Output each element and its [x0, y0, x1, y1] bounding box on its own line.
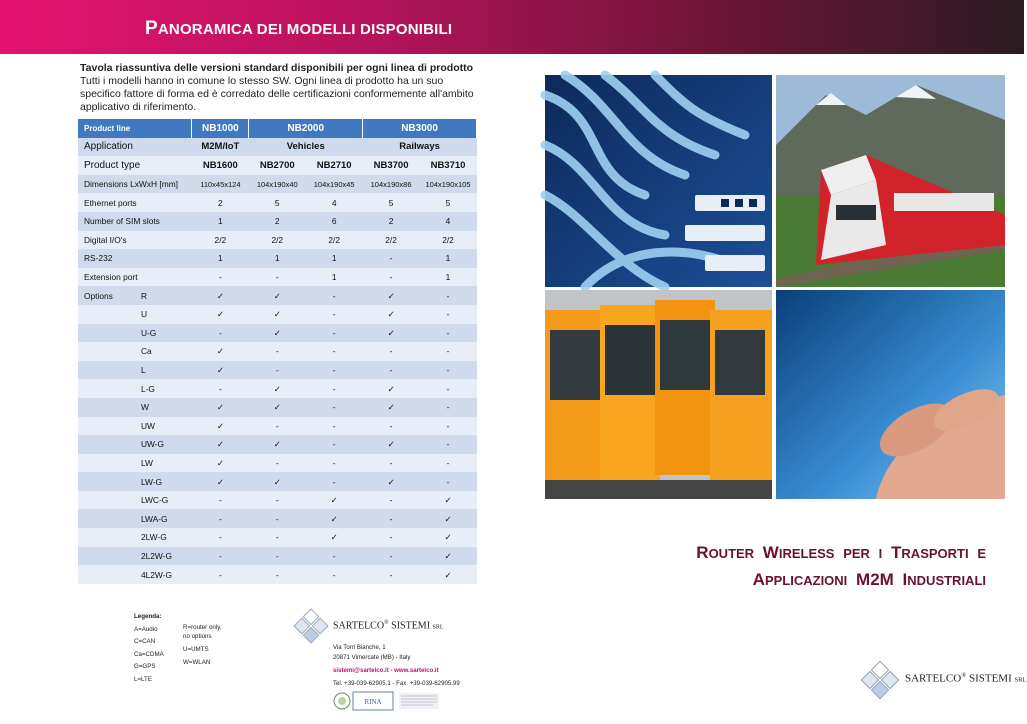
dimensions-cell: 104x190x40 [249, 175, 306, 194]
option-cell: - [363, 491, 420, 510]
option-code: LWA-G [135, 509, 192, 528]
table-cell: 5 [420, 193, 477, 212]
options-spacer [78, 435, 135, 454]
option-cell: - [306, 547, 363, 566]
option-row [78, 547, 477, 566]
line-nb3000: NB3000 [363, 119, 477, 138]
option-code: U [135, 305, 192, 324]
application-label: Application [78, 138, 192, 157]
touchscreen-photo [776, 290, 1005, 499]
option-cell: - [420, 324, 477, 343]
option-cell: - [363, 565, 420, 584]
option-cell: ✓ [192, 472, 249, 491]
option-row [78, 398, 477, 417]
option-code: LW [135, 454, 192, 473]
option-cell: ✓ [192, 417, 249, 436]
option-code: UW-G [135, 435, 192, 454]
option-cell: - [306, 324, 363, 343]
option-cell: ✓ [420, 547, 477, 566]
option-code: 2L2W-G [135, 547, 192, 566]
option-cell: - [420, 379, 477, 398]
table-cell: 5 [363, 193, 420, 212]
option-cell: - [192, 324, 249, 343]
option-cell: - [192, 565, 249, 584]
product-type-cell: NB3710 [420, 156, 477, 175]
table-row [78, 231, 477, 250]
options-spacer [78, 528, 135, 547]
table-cell: 4 [306, 193, 363, 212]
option-code: LW-G [135, 472, 192, 491]
dimensions-cell: 110x45x124 [192, 175, 249, 194]
product-type-cell: NB2700 [249, 156, 306, 175]
option-code: UW [135, 417, 192, 436]
option-code: 4L2W-G [135, 565, 192, 584]
page-title: PANORAMICA DEI MODELLI DISPONIBILI [145, 18, 453, 39]
option-cell: ✓ [363, 435, 420, 454]
legend-item: L=LTE [134, 675, 152, 683]
legend-item: C=CAN [134, 638, 156, 645]
option-code: L-G [135, 379, 192, 398]
option-cell: ✓ [249, 435, 306, 454]
option-cell: ✓ [249, 379, 306, 398]
company-address [333, 643, 460, 688]
option-cell: - [306, 398, 363, 417]
options-spacer [78, 361, 135, 380]
option-cell: - [420, 342, 477, 361]
certification-badges [333, 690, 543, 712]
option-cell: ✓ [306, 528, 363, 547]
option-cell: - [249, 361, 306, 380]
option-code: Ca [135, 342, 192, 361]
table-cell: 6 [306, 212, 363, 231]
option-cell: - [420, 435, 477, 454]
option-row [78, 361, 477, 380]
dimensions-cell: 104x190x45 [306, 175, 363, 194]
table-cell: 1 [420, 268, 477, 287]
option-row [78, 379, 477, 398]
product-type-row [78, 156, 477, 175]
option-cell: - [306, 565, 363, 584]
application-row [78, 138, 477, 157]
option-row [78, 305, 477, 324]
table-cell: 2 [249, 212, 306, 231]
option-row [78, 417, 477, 436]
table-cell: 2 [192, 193, 249, 212]
option-cell: ✓ [363, 286, 420, 305]
options-spacer [78, 342, 135, 361]
table-cell: 5 [249, 193, 306, 212]
option-cell: - [363, 509, 420, 528]
option-cell: - [249, 342, 306, 361]
legend-item: U=UMTS [183, 646, 209, 653]
legend-item: no options [183, 633, 212, 640]
options-spacer [78, 305, 135, 324]
option-cell: - [249, 528, 306, 547]
option-cell: - [363, 361, 420, 380]
option-cell: ✓ [249, 324, 306, 343]
options-spacer [78, 398, 135, 417]
legend-secondary [183, 623, 222, 667]
option-cell: - [420, 286, 477, 305]
table-cell: - [363, 268, 420, 287]
company-logo-cover-icon [858, 658, 902, 702]
option-row [78, 324, 477, 343]
option-cell: ✓ [363, 379, 420, 398]
options-spacer [78, 454, 135, 473]
row-label: Extension port [78, 268, 192, 287]
option-cell: - [306, 435, 363, 454]
option-cell: - [192, 547, 249, 566]
option-cell: ✓ [192, 305, 249, 324]
header-banner [0, 0, 1024, 54]
option-row [78, 342, 477, 361]
option-cell: ✓ [192, 361, 249, 380]
application-cell: M2M/IoT [192, 138, 249, 157]
cover-title-line-2: APPLICAZIONI M2M INDUSTRIALI [752, 570, 986, 589]
option-cell: - [249, 509, 306, 528]
option-cell: - [420, 361, 477, 380]
cover-title-line-1: ROUTER WIRELESS PER I TRASPORTI E [696, 543, 986, 562]
options-spacer [78, 547, 135, 566]
cert-text-icon [399, 693, 439, 709]
option-cell: ✓ [249, 286, 306, 305]
option-cell: ✓ [249, 398, 306, 417]
table-cell: 1 [192, 249, 249, 268]
row-label: Number of SIM slots [78, 212, 192, 231]
option-cell: ✓ [306, 509, 363, 528]
option-cell: - [363, 454, 420, 473]
legend-item: W=WLAN [183, 659, 211, 666]
option-cell: - [306, 417, 363, 436]
options-spacer [78, 509, 135, 528]
legend-item: G=GPS [134, 663, 156, 670]
table-row [78, 268, 477, 287]
company-name-cover: SARTELCO® SISTEMI SRL [905, 672, 1027, 685]
option-cell: - [306, 305, 363, 324]
option-cell: - [420, 417, 477, 436]
options-spacer [78, 491, 135, 510]
options-spacer [78, 472, 135, 491]
option-cell: ✓ [363, 398, 420, 417]
option-cell: ✓ [249, 305, 306, 324]
option-cell: - [306, 342, 363, 361]
table-cell: 2/2 [249, 231, 306, 250]
table-cell: 2/2 [192, 231, 249, 250]
dimensions-cell: 104x190x105 [420, 175, 477, 194]
option-cell: - [363, 547, 420, 566]
option-cell: - [306, 379, 363, 398]
network-cables-photo [545, 75, 772, 287]
line-nb2000: NB2000 [249, 119, 363, 138]
option-cell: - [306, 286, 363, 305]
dimensions-row [78, 175, 477, 194]
option-code: R [135, 286, 192, 305]
table-cell: 1 [249, 249, 306, 268]
option-row [78, 509, 477, 528]
option-row [78, 286, 477, 305]
options-label: Options [78, 286, 135, 305]
option-cell: ✓ [306, 491, 363, 510]
address-line: Via Torri Bianche, 1 [333, 644, 386, 651]
line-nb1000: NB1000 [192, 119, 249, 138]
product-type-cell: NB1600 [192, 156, 249, 175]
cover-title [696, 540, 986, 594]
table-cell: 4 [420, 212, 477, 231]
option-cell: - [306, 361, 363, 380]
option-cell: - [306, 472, 363, 491]
application-cell: Railways [363, 138, 477, 157]
product-type-cell: NB3700 [363, 156, 420, 175]
table-row [78, 212, 477, 231]
option-cell: ✓ [249, 472, 306, 491]
options-spacer [78, 379, 135, 398]
legend-item: A=Audio [134, 625, 158, 633]
option-code: U-G [135, 324, 192, 343]
company-name: SARTELCO® SISTEMI SRL [333, 620, 444, 632]
table-header-row [78, 119, 477, 138]
option-cell: ✓ [363, 472, 420, 491]
option-cell: ✓ [420, 509, 477, 528]
option-cell: - [420, 472, 477, 491]
option-cell: - [420, 454, 477, 473]
option-cell: - [249, 491, 306, 510]
table-cell: 1 [306, 249, 363, 268]
legend [134, 611, 164, 686]
dimensions-cell: 104x190x86 [363, 175, 420, 194]
option-code: L [135, 361, 192, 380]
dimensions-label: Dimensions LxWxH [mm] [78, 175, 192, 194]
phone-line: Tel. +39-039-62905.1 - Fax. +39-039-62905.99 [333, 679, 460, 687]
table-cell: 2 [363, 212, 420, 231]
option-code: W [135, 398, 192, 417]
table-row [78, 193, 477, 212]
legend-title: Legenda: [134, 613, 162, 620]
option-row [78, 565, 477, 584]
table-cell: - [363, 249, 420, 268]
options-spacer [78, 565, 135, 584]
table-cell: 1 [420, 249, 477, 268]
option-cell: ✓ [420, 528, 477, 547]
models-table [78, 119, 477, 584]
option-cell: ✓ [192, 342, 249, 361]
option-cell: - [306, 454, 363, 473]
option-cell: - [363, 528, 420, 547]
option-cell: ✓ [192, 435, 249, 454]
option-cell: ✓ [420, 491, 477, 510]
option-cell: - [192, 528, 249, 547]
option-cell: - [363, 417, 420, 436]
option-cell: ✓ [192, 286, 249, 305]
table-cell: 1 [306, 268, 363, 287]
product-type-label: Product type [78, 156, 192, 175]
option-row [78, 491, 477, 510]
option-cell: - [192, 379, 249, 398]
legend-item: Ca=CDMA [134, 650, 164, 658]
option-row [78, 454, 477, 473]
table-cell: 2/2 [420, 231, 477, 250]
train-photo [776, 75, 1005, 287]
address-line: 20871 Vimercate (MB) - Italy [333, 653, 411, 661]
option-cell: ✓ [363, 305, 420, 324]
table-cell: - [192, 268, 249, 287]
row-label: Digital I/O's [78, 231, 192, 250]
option-cell: - [249, 417, 306, 436]
option-cell: - [192, 509, 249, 528]
product-type-cell: NB2710 [306, 156, 363, 175]
option-cell: ✓ [363, 324, 420, 343]
option-cell: - [249, 565, 306, 584]
row-label: RS-232 [78, 249, 192, 268]
options-spacer [78, 417, 135, 436]
option-cell: ✓ [192, 398, 249, 417]
intro-text [80, 62, 480, 114]
option-cell: ✓ [420, 565, 477, 584]
legend-item: R=router only, [183, 624, 222, 631]
option-code: LWC-G [135, 491, 192, 510]
table-cell: 2/2 [363, 231, 420, 250]
option-cell: - [420, 398, 477, 417]
intro-body: Tutti i modelli hanno in comune lo stesso SW. Ogni linea di prodotto ha un suo specifico fattore di forma ed è corredato delle certificazioni conformemente all'ambito applicativo di riferimento. [80, 75, 474, 113]
options-spacer [78, 324, 135, 343]
contact-line[interactable]: sistemi@sartelco.it - www.sartelco.it [333, 667, 439, 674]
option-cell: ✓ [192, 454, 249, 473]
table-cell: 2/2 [306, 231, 363, 250]
svg-text:RINA: RINA [364, 698, 382, 706]
intro-heading: Tavola riassuntiva delle versioni standard disponibili per ogni linea di prodotto [80, 62, 474, 74]
table-cell: 1 [192, 212, 249, 231]
option-cell: - [249, 547, 306, 566]
option-cell: - [363, 342, 420, 361]
option-row [78, 528, 477, 547]
application-cell: Vehicles [249, 138, 363, 157]
option-code: 2LW-G [135, 528, 192, 547]
option-cell: - [192, 491, 249, 510]
table-row [78, 249, 477, 268]
option-row [78, 435, 477, 454]
option-row [78, 472, 477, 491]
header-label: Product line [78, 119, 192, 138]
option-cell: - [249, 454, 306, 473]
company-logo-icon [291, 606, 331, 646]
buses-photo [545, 290, 772, 499]
option-cell: - [420, 305, 477, 324]
row-label: Ethernet ports [78, 193, 192, 212]
table-cell: - [249, 268, 306, 287]
